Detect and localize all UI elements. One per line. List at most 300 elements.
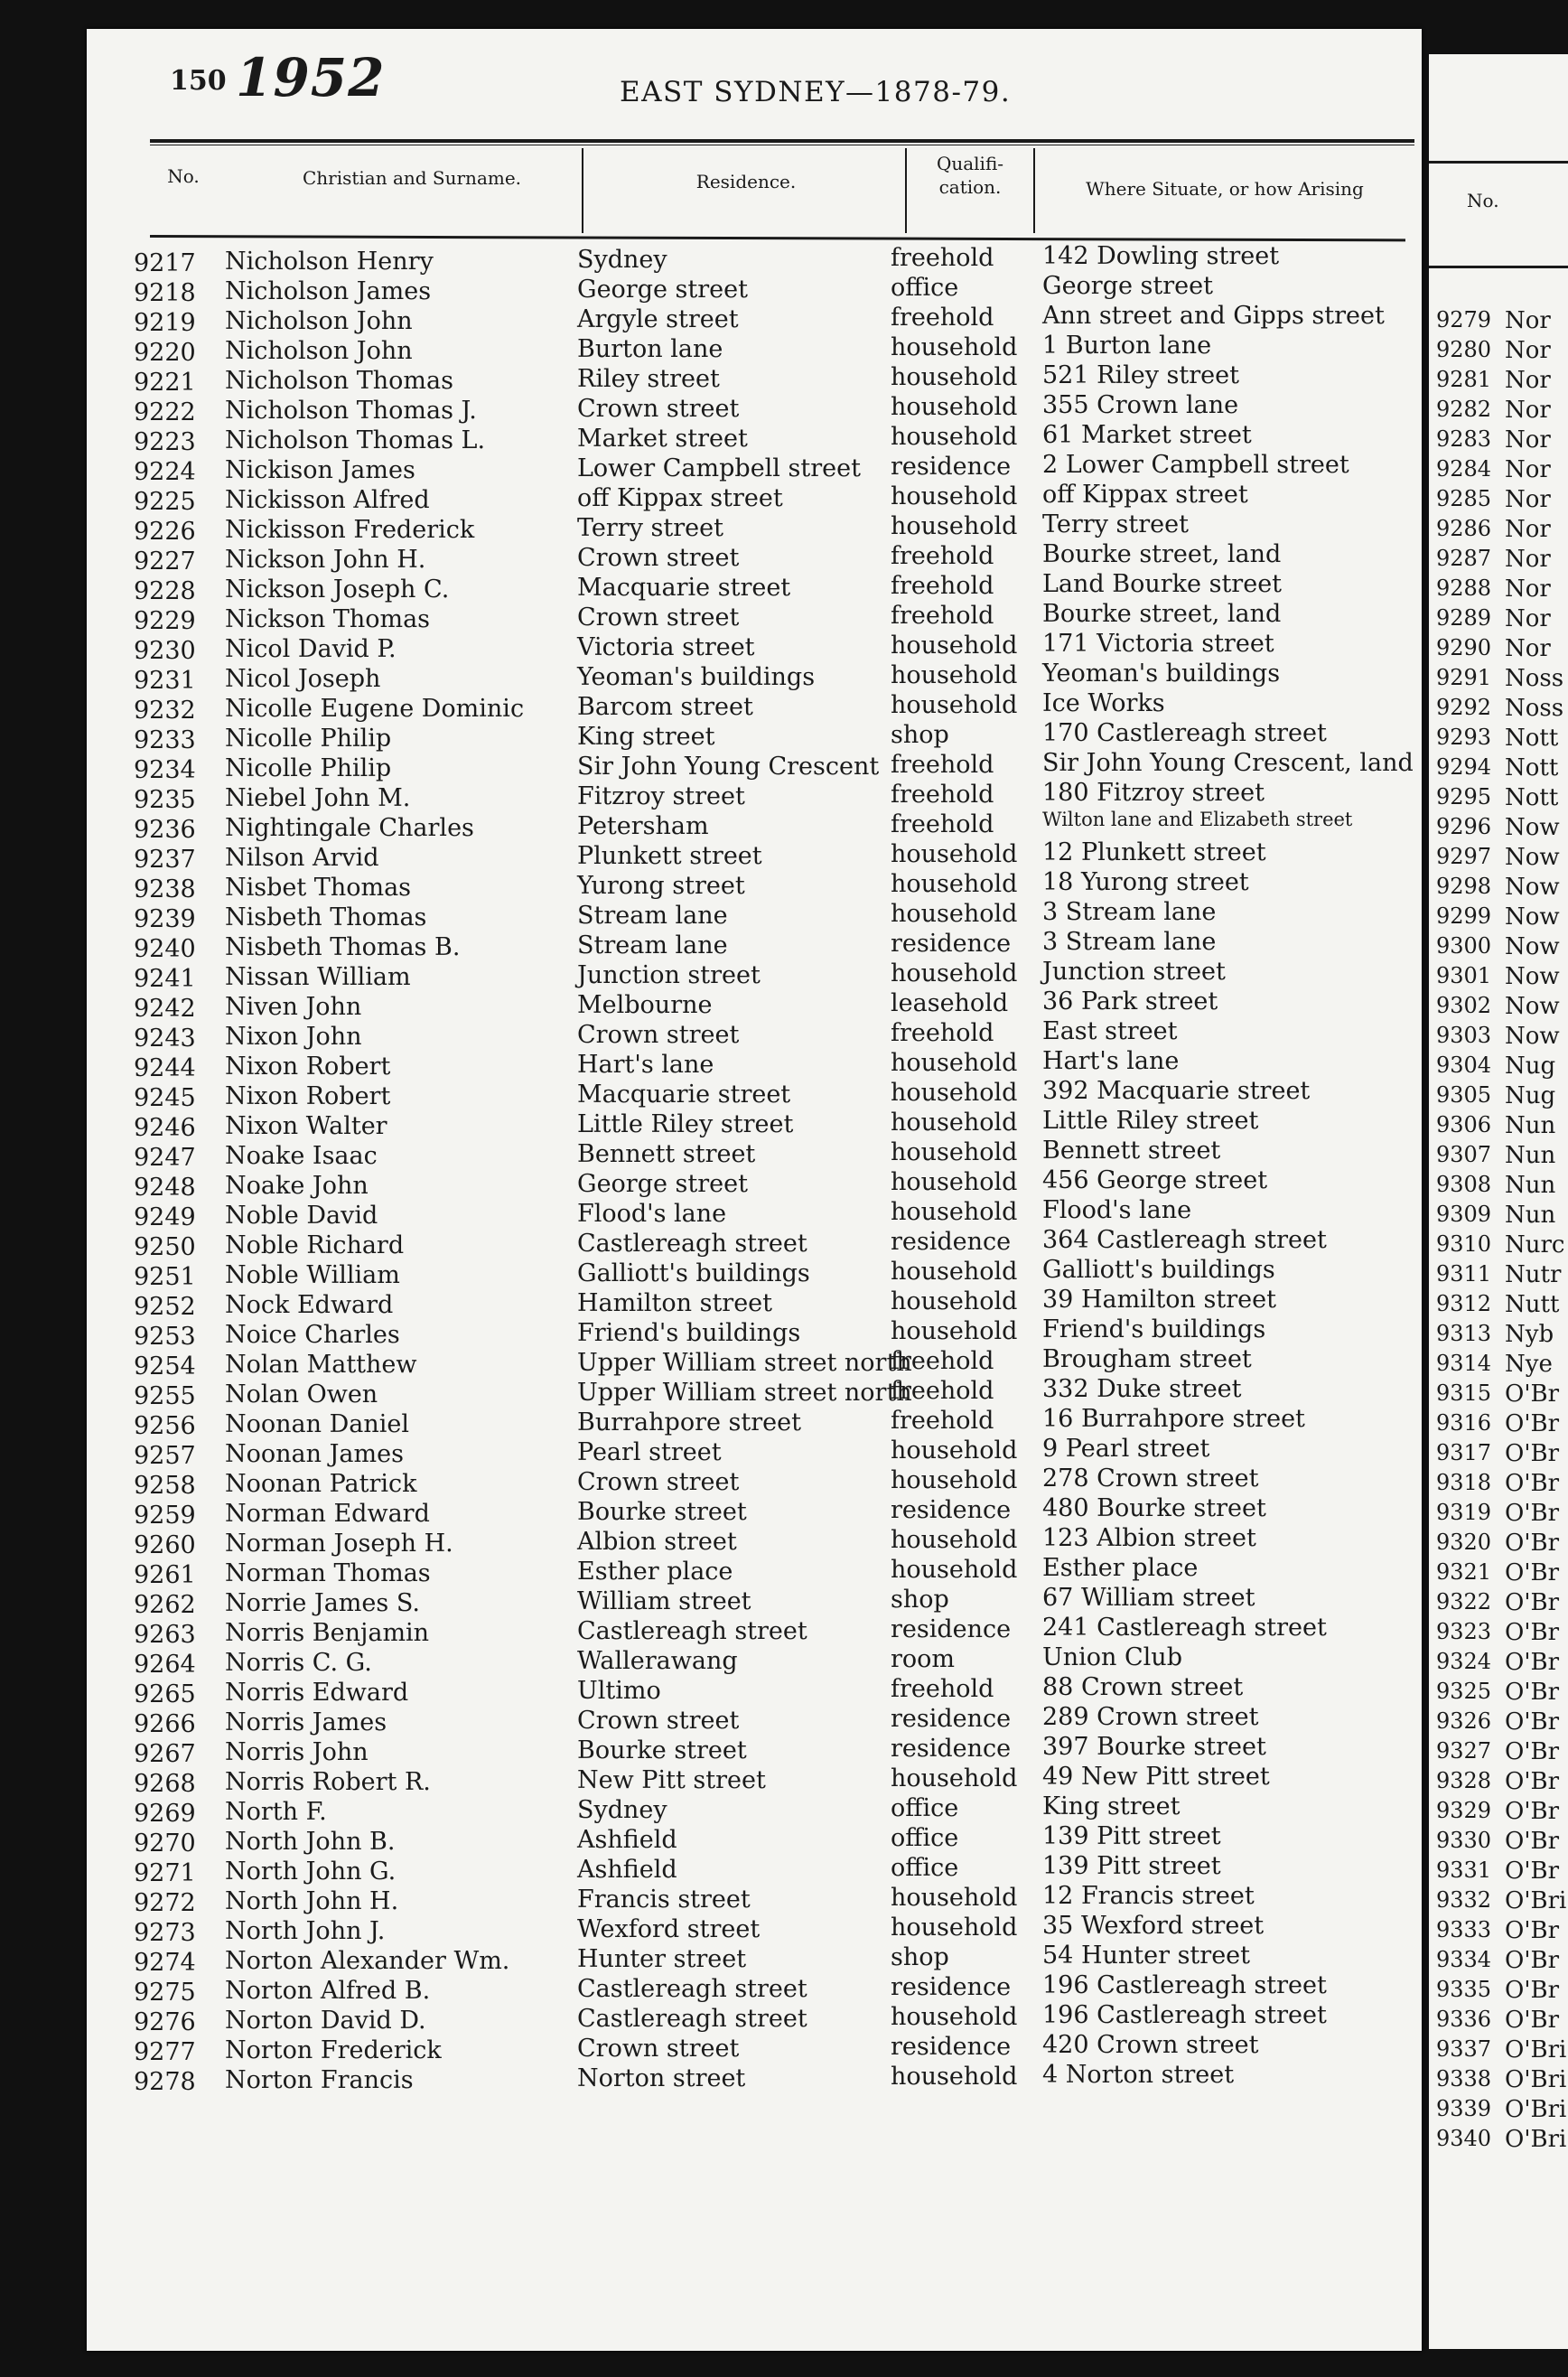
entry-number: 9268 [134,1770,196,1798]
entry-qualification: household [891,661,1018,689]
entry-residence: King street [577,723,715,751]
entry-residence: Macquarie street [577,1081,791,1109]
entry-name: O'Br [1505,2007,1559,2034]
entry-name: Norrie James S. [225,1589,420,1617]
entry-residence: Albion street [577,1528,737,1556]
entry-qualification: freehold [891,751,994,779]
entry-number: 9254 [134,1352,196,1380]
entry-qualification: freehold [891,1019,994,1047]
entry-residence: Hunter street [577,1945,747,1973]
entry-name: O'Br [1505,1828,1559,1855]
entry-residence: Yeoman's buildings [577,663,816,691]
entry-number: 9279 [1436,307,1492,332]
entry-name: O'Br [1505,1858,1559,1885]
entry-number: 9312 [1436,1291,1492,1316]
entry-number: 9253 [134,1323,196,1351]
entry-name: Norton Alfred B. [225,1977,431,2005]
entry-number: 9335 [1436,1977,1492,2002]
entry-where: Esther place [1042,1554,1199,1582]
entry-number: 9230 [134,637,196,665]
entry-number: 9263 [134,1621,196,1649]
header-top-rule [150,139,1414,143]
entry-where: 480 Bourke street [1042,1494,1266,1522]
next-page-row [1429,874,1568,903]
next-page-row [1429,1947,1568,1977]
entry-name: Noss [1505,665,1564,692]
entry-name: O'Bri [1505,2126,1567,2153]
entry-where: 196 Castlereagh street [1042,1971,1327,1999]
entry-residence: Burton lane [577,335,723,363]
entry-qualification: freehold [891,1347,994,1375]
next-page-row [1429,397,1568,426]
next-page-row [1429,486,1568,516]
entry-where: Land Bourke street [1042,570,1283,598]
entry-qualification: shop [891,721,949,749]
entry-name: Nor [1505,337,1551,364]
entry-qualification: household [891,1049,1018,1077]
entry-name: Norman Edward [225,1500,430,1528]
entry-name: Nicol David P. [225,635,397,663]
entry-where: 4 Norton street [1042,2061,1235,2089]
entry-qualification: household [891,632,1018,660]
entry-name: Nor [1505,426,1551,454]
entry-number: 9317 [1436,1440,1492,1465]
next-page-row [1429,784,1568,814]
next-page-row [1429,1589,1568,1619]
entry-where: 39 Hamilton street [1042,1286,1276,1314]
entry-number: 9242 [134,995,196,1023]
next-page-row [1429,993,1568,1023]
entry-number: 9270 [134,1830,196,1858]
table-row [87,1614,1422,1649]
entry-where: 355 Crown lane [1042,391,1239,419]
entry-name: Nixon John [225,1023,362,1051]
entry-where: 521 Riley street [1042,361,1239,389]
entry-qualification: freehold [891,810,994,838]
entry-name: Nickisson Frederick [225,516,475,544]
entry-name: Nickson Thomas [225,605,431,633]
entry-number: 9274 [134,1949,196,1977]
entry-number: 9246 [134,1114,196,1142]
entry-qualification: shop [891,1943,949,1971]
entry-residence: Terry street [577,514,723,542]
entry-where: 54 Hunter street [1042,1942,1251,1970]
entry-residence: William street [577,1587,751,1615]
table-row [87,1524,1422,1559]
entry-where: 392 Macquarie street [1042,1077,1311,1105]
entry-number: 9333 [1436,1917,1492,1942]
entry-name: Nisbet Thomas [225,874,412,902]
entry-number: 9237 [134,846,196,874]
entry-qualification: residence [891,1615,1012,1643]
entry-number: 9249 [134,1203,196,1231]
entry-number: 9313 [1436,1321,1492,1346]
entry-qualification: household [891,512,1018,540]
next-page-row [1429,1768,1568,1798]
next-page-row [1429,1261,1568,1291]
entry-residence: Wallerawang [577,1647,738,1675]
entry-qualification: household [891,959,1018,987]
entry-qualification: freehold [891,602,994,630]
entry-number: 9247 [134,1144,196,1172]
table-row [87,1763,1422,1798]
entry-where: 3 Stream lane [1042,898,1217,926]
entry-residence: Crown street [577,1021,740,1049]
entry-residence: Wexford street [577,1915,761,1943]
entry-where: 196 Castlereagh street [1042,2001,1327,2029]
entry-qualification: household [891,482,1018,510]
entry-number: 9264 [134,1651,196,1679]
entry-number: 9302 [1436,993,1492,1018]
entry-residence: Galliott's buildings [577,1259,810,1287]
entry-residence: Francis street [577,1886,751,1914]
entry-number: 9224 [134,458,196,486]
entry-residence: Bennett street [577,1140,756,1168]
entry-qualification: freehold [891,542,994,570]
entry-residence: Castlereagh street [577,1230,807,1258]
entry-number: 9276 [134,2008,196,2036]
entry-qualification: freehold [891,572,994,600]
entry-residence: Bourke street [577,1736,747,1764]
header-bottom-rule [150,235,1405,241]
entry-qualification: household [891,1466,1018,1494]
entry-where: Brougham street [1042,1345,1252,1373]
table-row [87,987,1422,1023]
entry-number: 9283 [1436,426,1492,452]
table-row [87,242,1422,277]
entry-qualification: office [891,1854,959,1882]
next-page-row [1429,1500,1568,1530]
entry-where: 170 Castlereagh street [1042,719,1327,747]
entry-number: 9332 [1436,1887,1492,1913]
entry-residence: Crown street [577,544,740,572]
entry-number: 9309 [1436,1202,1492,1227]
entry-name: Niven John [225,993,362,1021]
entry-number: 9330 [1436,1828,1492,1853]
entry-number: 9289 [1436,605,1492,631]
entry-where: 278 Crown street [1042,1465,1259,1493]
entry-residence: Upper William street north [577,1379,912,1407]
next-page-row [1429,1708,1568,1738]
next-page-row [1429,1351,1568,1380]
entry-name: Nock Edward [225,1291,394,1319]
entry-residence: Crown street [577,1468,740,1496]
entry-name: Nott [1505,725,1559,752]
entry-name: O'Br [1505,1708,1559,1736]
entry-name: Nicholson James [225,277,432,305]
entry-name: Niebel John M. [225,784,411,812]
entry-qualification: office [891,1794,959,1822]
entry-number: 9339 [1436,2096,1492,2121]
entry-number: 9267 [134,1740,196,1768]
header-residence: Residence. [695,171,797,192]
entry-name: Nott [1505,754,1559,781]
entry-where: Little Riley street [1042,1107,1259,1135]
entry-name: O'Br [1505,1768,1559,1795]
entry-qualification: household [891,691,1018,719]
entry-name: O'Br [1505,1440,1559,1467]
next-page-row [1429,337,1568,367]
entry-residence: Petersham [577,812,709,840]
entry-name: Nicolle Philip [225,725,392,753]
entry-number: 9303 [1436,1023,1492,1048]
next-page-row [1429,456,1568,486]
entry-name: Noonan James [225,1440,404,1468]
entry-name: Nicol Joseph [225,665,381,693]
entry-name: Nug [1505,1082,1556,1109]
entry-name: Noake Isaac [225,1142,378,1170]
entry-name: Nicholson Thomas J. [225,397,477,425]
entry-name: Noble Richard [225,1231,405,1259]
entry-number: 9272 [134,1889,196,1917]
entry-residence: Junction street [577,961,761,989]
entry-residence: Ashfield [577,1856,677,1884]
next-page-row [1429,1112,1568,1142]
entry-qualification: freehold [891,304,994,332]
entry-name: Nor [1505,367,1551,394]
entry-residence: off Kippax street [577,484,783,512]
entry-number: 9257 [134,1442,196,1470]
entry-where: 456 George street [1042,1166,1268,1194]
entry-where: off Kippax street [1042,481,1248,509]
entry-name: Now [1505,874,1560,901]
next-page-row [1429,725,1568,754]
entry-qualification: household [891,1079,1018,1107]
entry-qualification: household [891,1556,1018,1584]
entry-qualification: household [891,1138,1018,1166]
entry-name: Nissan William [225,963,411,991]
next-page-row [1429,1917,1568,1947]
entry-where: Bourke street, land [1042,540,1282,568]
entry-number: 9337 [1436,2036,1492,2062]
table-row [87,1405,1422,1440]
entry-name: O'Br [1505,1380,1559,1408]
entry-residence: Friend's buildings [577,1319,801,1347]
entry-name: Noble David [225,1202,378,1230]
entry-name: O'Br [1505,1649,1559,1676]
entry-number: 9287 [1436,546,1492,571]
entry-residence: Sydney [577,246,667,274]
entry-where: 18 Yurong street [1042,868,1249,896]
entry-where: 12 Plunkett street [1042,838,1266,866]
entry-number: 9244 [134,1054,196,1082]
entry-residence: Crown street [577,604,740,632]
entry-number: 9220 [134,339,196,367]
entry-name: Nor [1505,546,1551,573]
entry-where: Sir John Young Crescent, land [1042,749,1414,777]
entry-name: Norris Edward [225,1679,409,1707]
entry-qualification: room [891,1645,956,1673]
entry-number: 9326 [1436,1708,1492,1734]
entry-number: 9251 [134,1263,196,1291]
next-page-row [1429,1738,1568,1768]
entry-residence: Ultimo [577,1677,661,1705]
entry-number: 9292 [1436,695,1492,720]
entry-name: Nor [1505,397,1551,424]
entry-residence: Crown street [577,395,740,423]
next-page-row [1429,1291,1568,1321]
entry-qualification: household [891,1168,1018,1196]
entry-where: 289 Crown street [1042,1703,1259,1731]
entry-number: 9234 [134,756,196,784]
entry-number: 9311 [1436,1261,1492,1287]
entry-number: 9296 [1436,814,1492,839]
next-page-header-bottom-rule [1429,266,1568,268]
table-row [87,1792,1422,1828]
entry-number: 9277 [134,2038,196,2066]
table-row [87,1822,1422,1858]
entry-qualification: household [891,2063,1018,2091]
entry-qualification: residence [891,2033,1012,2061]
entry-number: 9334 [1436,1947,1492,1972]
entry-name: Nug [1505,1053,1556,1080]
entry-number: 9281 [1436,367,1492,392]
next-page-row [1429,814,1568,844]
entry-number: 9265 [134,1680,196,1708]
entry-name: Nolan Matthew [225,1351,417,1379]
entry-name: Norton David D. [225,2007,426,2035]
entry-where: Bennett street [1042,1137,1221,1165]
entry-number: 9316 [1436,1410,1492,1436]
entry-where: 139 Pitt street [1042,1852,1221,1880]
entry-where: Yeoman's buildings [1042,660,1281,688]
entry-name: Norton Frederick [225,2036,442,2064]
entry-residence: Riley street [577,365,720,393]
entry-name: Norris John [225,1738,369,1766]
entry-number: 9323 [1436,1619,1492,1644]
entry-name: Nisbeth Thomas [225,903,427,931]
entry-residence: Ashfield [577,1826,677,1854]
entry-qualification: freehold [891,1407,994,1435]
entry-where: Friend's buildings [1042,1315,1266,1343]
entry-number: 9288 [1436,576,1492,601]
entry-qualification: household [891,1287,1018,1315]
entry-where: 171 Victoria street [1042,630,1274,658]
entry-number: 9262 [134,1591,196,1619]
entry-residence: Stream lane [577,931,728,959]
entry-residence: Barcom street [577,693,753,721]
entry-qualification: household [891,840,1018,868]
next-page-row [1429,1231,1568,1261]
entry-number: 9219 [134,309,196,337]
table-row [87,1166,1422,1202]
entry-name: O'Br [1505,1470,1559,1497]
entry-name: Noss [1505,695,1564,722]
entry-residence: Argyle street [577,305,739,333]
entry-number: 9240 [134,935,196,963]
entry-name: Norris Robert R. [225,1768,431,1796]
register-page [87,29,1422,2351]
column-divider [905,148,907,233]
entry-number: 9331 [1436,1858,1492,1883]
next-page-row [1429,1082,1568,1112]
next-page-row [1429,1202,1568,1231]
entry-number: 9266 [134,1710,196,1738]
entry-where: 67 William street [1042,1584,1255,1612]
entry-qualification: leasehold [891,989,1009,1017]
next-page-row [1429,1380,1568,1410]
entry-name: Nilson Arvid [225,844,379,872]
entry-name: Nolan Owen [225,1380,378,1408]
entry-where: 2 Lower Campbell street [1042,451,1349,479]
entry-number: 9235 [134,786,196,814]
entry-name: Nor [1505,456,1551,483]
entry-qualification: freehold [891,244,994,272]
entry-residence: Crown street [577,1707,740,1735]
entry-number: 9324 [1436,1649,1492,1674]
entry-name: North John J. [225,1917,386,1945]
page-title: EAST SYDNEY—1878-79. [620,76,1012,108]
next-page-row [1429,1858,1568,1887]
entry-name: Now [1505,963,1560,990]
entry-name: Nicolle Philip [225,754,392,782]
entry-name: O'Br [1505,1679,1559,1706]
entry-name: O'Bri [1505,2066,1567,2093]
entry-name: Nicholson John [225,337,413,365]
entry-name: O'Bri [1505,1887,1567,1914]
page-number: 150 [170,65,227,97]
entry-where: Galliott's buildings [1042,1256,1275,1284]
entry-number: 9259 [134,1502,196,1530]
table-row [87,2061,1422,2096]
entry-name: Nun [1505,1172,1556,1199]
entry-qualification: household [891,870,1018,898]
next-page-row [1429,367,1568,397]
next-page-row [1429,426,1568,456]
entry-name: Nott [1505,784,1559,811]
entry-number: 9217 [134,249,196,277]
entry-number: 9322 [1436,1589,1492,1614]
entry-residence: Castlereagh street [577,2005,807,2033]
entry-name: North F. [225,1798,327,1826]
entry-name: Nutr [1505,1261,1562,1288]
entry-number: 9229 [134,607,196,635]
next-page-row [1429,1887,1568,1917]
entry-name: O'Br [1505,1977,1559,2004]
entry-name: O'Br [1505,1619,1559,1646]
entry-residence: Upper William street north [577,1349,912,1377]
entry-residence: Sir John Young Crescent [577,753,880,781]
entry-number: 9258 [134,1472,196,1500]
next-page-row [1429,844,1568,874]
entry-qualification: household [891,1914,1018,1942]
entry-name: Noble William [225,1261,400,1289]
entry-qualification: freehold [891,781,994,809]
header-qualification: Qualifi- cation. [936,153,1004,198]
entry-name: Nun [1505,1142,1556,1169]
entry-where: 88 Crown street [1042,1673,1244,1701]
next-page-row [1429,1053,1568,1082]
entry-name: Nurc [1505,1231,1565,1259]
entry-number: 9310 [1436,1231,1492,1257]
entry-where: Bourke street, land [1042,600,1282,628]
entry-where: Ice Works [1042,689,1165,717]
entry-name: Nicholson John [225,307,413,335]
entry-name: Nixon Robert [225,1053,391,1081]
entry-name: Norman Joseph H. [225,1530,453,1558]
entry-qualification: residence [891,1735,1012,1763]
entry-number: 9233 [134,726,196,754]
entry-number: 9226 [134,518,196,546]
entry-number: 9295 [1436,784,1492,809]
entry-name: Nor [1505,486,1551,513]
entry-name: Now [1505,814,1560,841]
entry-name: O'Br [1505,1917,1559,1944]
entry-qualification: household [891,1526,1018,1554]
entry-name: Norton Alexander Wm. [225,1947,510,1975]
entry-residence: Crown street [577,2035,740,2063]
table-row [87,898,1422,933]
